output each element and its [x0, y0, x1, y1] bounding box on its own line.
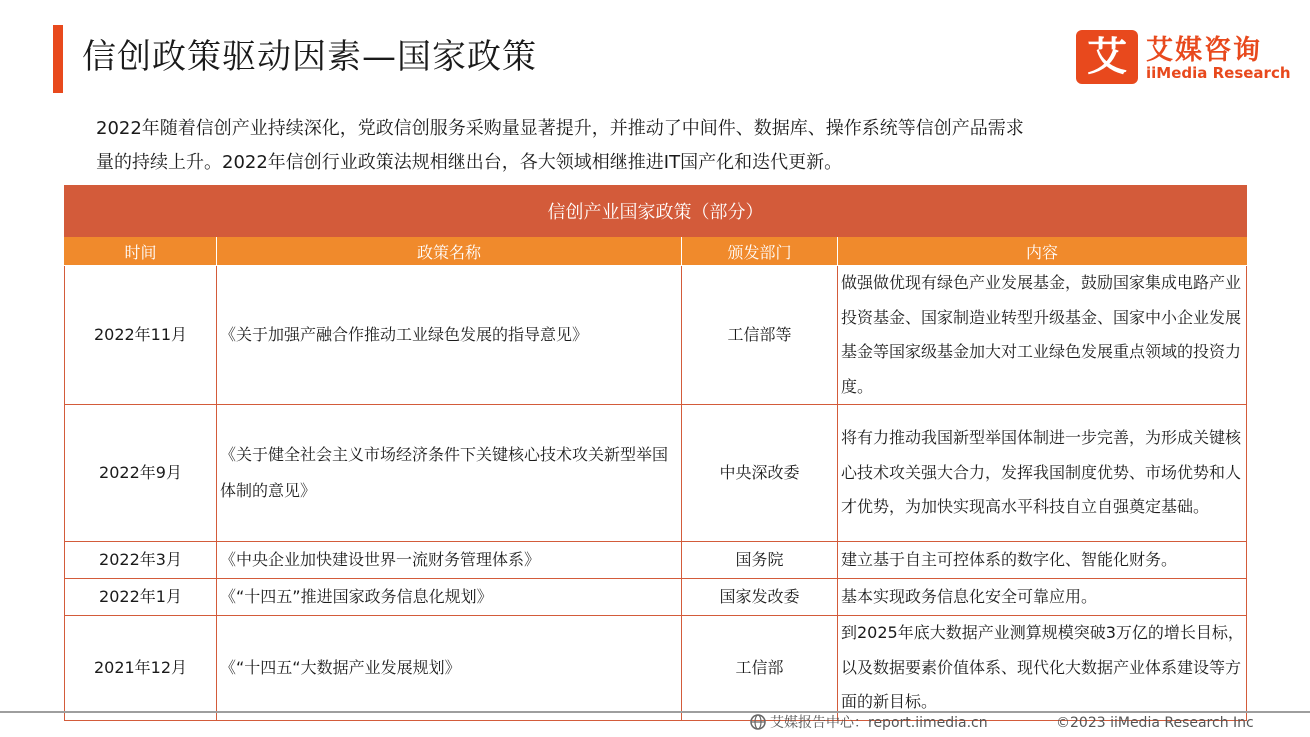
cell-policy-name: 《“十四五”推进国家政务信息化规划》	[217, 579, 682, 616]
cell-date: 2022年11月	[65, 266, 217, 405]
cell-policy-name: 《关于健全社会主义市场经济条件下关键核心技术攻关新型举国体制的意见》	[217, 405, 682, 542]
cell-policy-name: 《关于加强产融合作推动工业绿色发展的指导意见》	[217, 266, 682, 405]
footer-source-text: 艾媒报告中心：report.iimedia.cn	[770, 715, 988, 731]
cell-policy-name: 《中央企业加快建设世界一流财务管理体系》	[217, 542, 682, 579]
intro-line-2: 量的持续上升。2022年信创行业政策法规相继出台，各大领域相继推进IT国产化和迭代更新。	[96, 152, 843, 173]
table-row	[65, 616, 1247, 721]
cell-content: 到2025年底大数据产业测算规模突破3万亿的增长目标，以及数据要素价值体系、现代化大数据产业体系建设等方面的新目标。	[838, 616, 1247, 721]
page-title: 信创政策驱动因素—国家政策	[82, 37, 537, 77]
intro-line-1: 2022年随着信创产业持续深化，党政信创服务采购量显著提升，并推动了中间件、数据库、操作系统等信创产品需求	[96, 118, 1024, 139]
cell-content: 做强做优现有绿色产业发展基金，鼓励国家集成电路产业投资基金、国家制造业转型升级基金、国家中小企业发展基金等国家级基金加大对工业绿色发展重点领域的投资力度。	[838, 266, 1247, 405]
cell-date: 2022年9月	[65, 405, 217, 542]
footer-copyright: ©2023 iiMedia Research Inc	[1056, 715, 1254, 731]
logo-mark: 艾	[1076, 30, 1138, 84]
cell-department: 工信部	[682, 616, 838, 721]
column-header-policy-name: 政策名称	[217, 237, 682, 266]
cell-date: 2022年1月	[65, 579, 217, 616]
logo-chinese-text: 艾媒咨询	[1146, 35, 1262, 66]
column-header-department: 颁发部门	[682, 237, 838, 266]
cell-department: 工信部等	[682, 266, 838, 405]
cell-department: 国家发改委	[682, 579, 838, 616]
brand-logo	[1076, 30, 1291, 86]
globe-icon	[750, 714, 766, 737]
cell-date: 2021年12月	[65, 616, 217, 721]
cell-department: 中央深改委	[682, 405, 838, 542]
table-row	[65, 266, 1247, 405]
cell-content: 将有力推动我国新型举国体制进一步完善，为形成关键核心技术攻关强大合力，发挥我国制度优势、市场优势和人才优势，为加快实现高水平科技自立自强奠定基础。	[838, 405, 1247, 542]
footer-source	[750, 712, 988, 737]
table-row	[65, 405, 1247, 542]
column-header-time: 时间	[65, 237, 217, 266]
cell-date: 2022年3月	[65, 542, 217, 579]
logo-english-text: iiMedia Research	[1146, 64, 1291, 82]
table-caption: 信创产业国家政策（部分）	[65, 186, 1247, 237]
cell-department: 国务院	[682, 542, 838, 579]
title-accent-bar	[53, 25, 63, 93]
policy-table	[64, 185, 1247, 721]
table-row	[65, 579, 1247, 616]
cell-content: 基本实现政务信息化安全可靠应用。	[838, 579, 1247, 616]
column-header-content: 内容	[838, 237, 1247, 266]
cell-content: 建立基于自主可控体系的数字化、智能化财务。	[838, 542, 1247, 579]
cell-policy-name: 《“十四五“大数据产业发展规划》	[217, 616, 682, 721]
intro-paragraph	[96, 112, 1226, 180]
table-row	[65, 542, 1247, 579]
